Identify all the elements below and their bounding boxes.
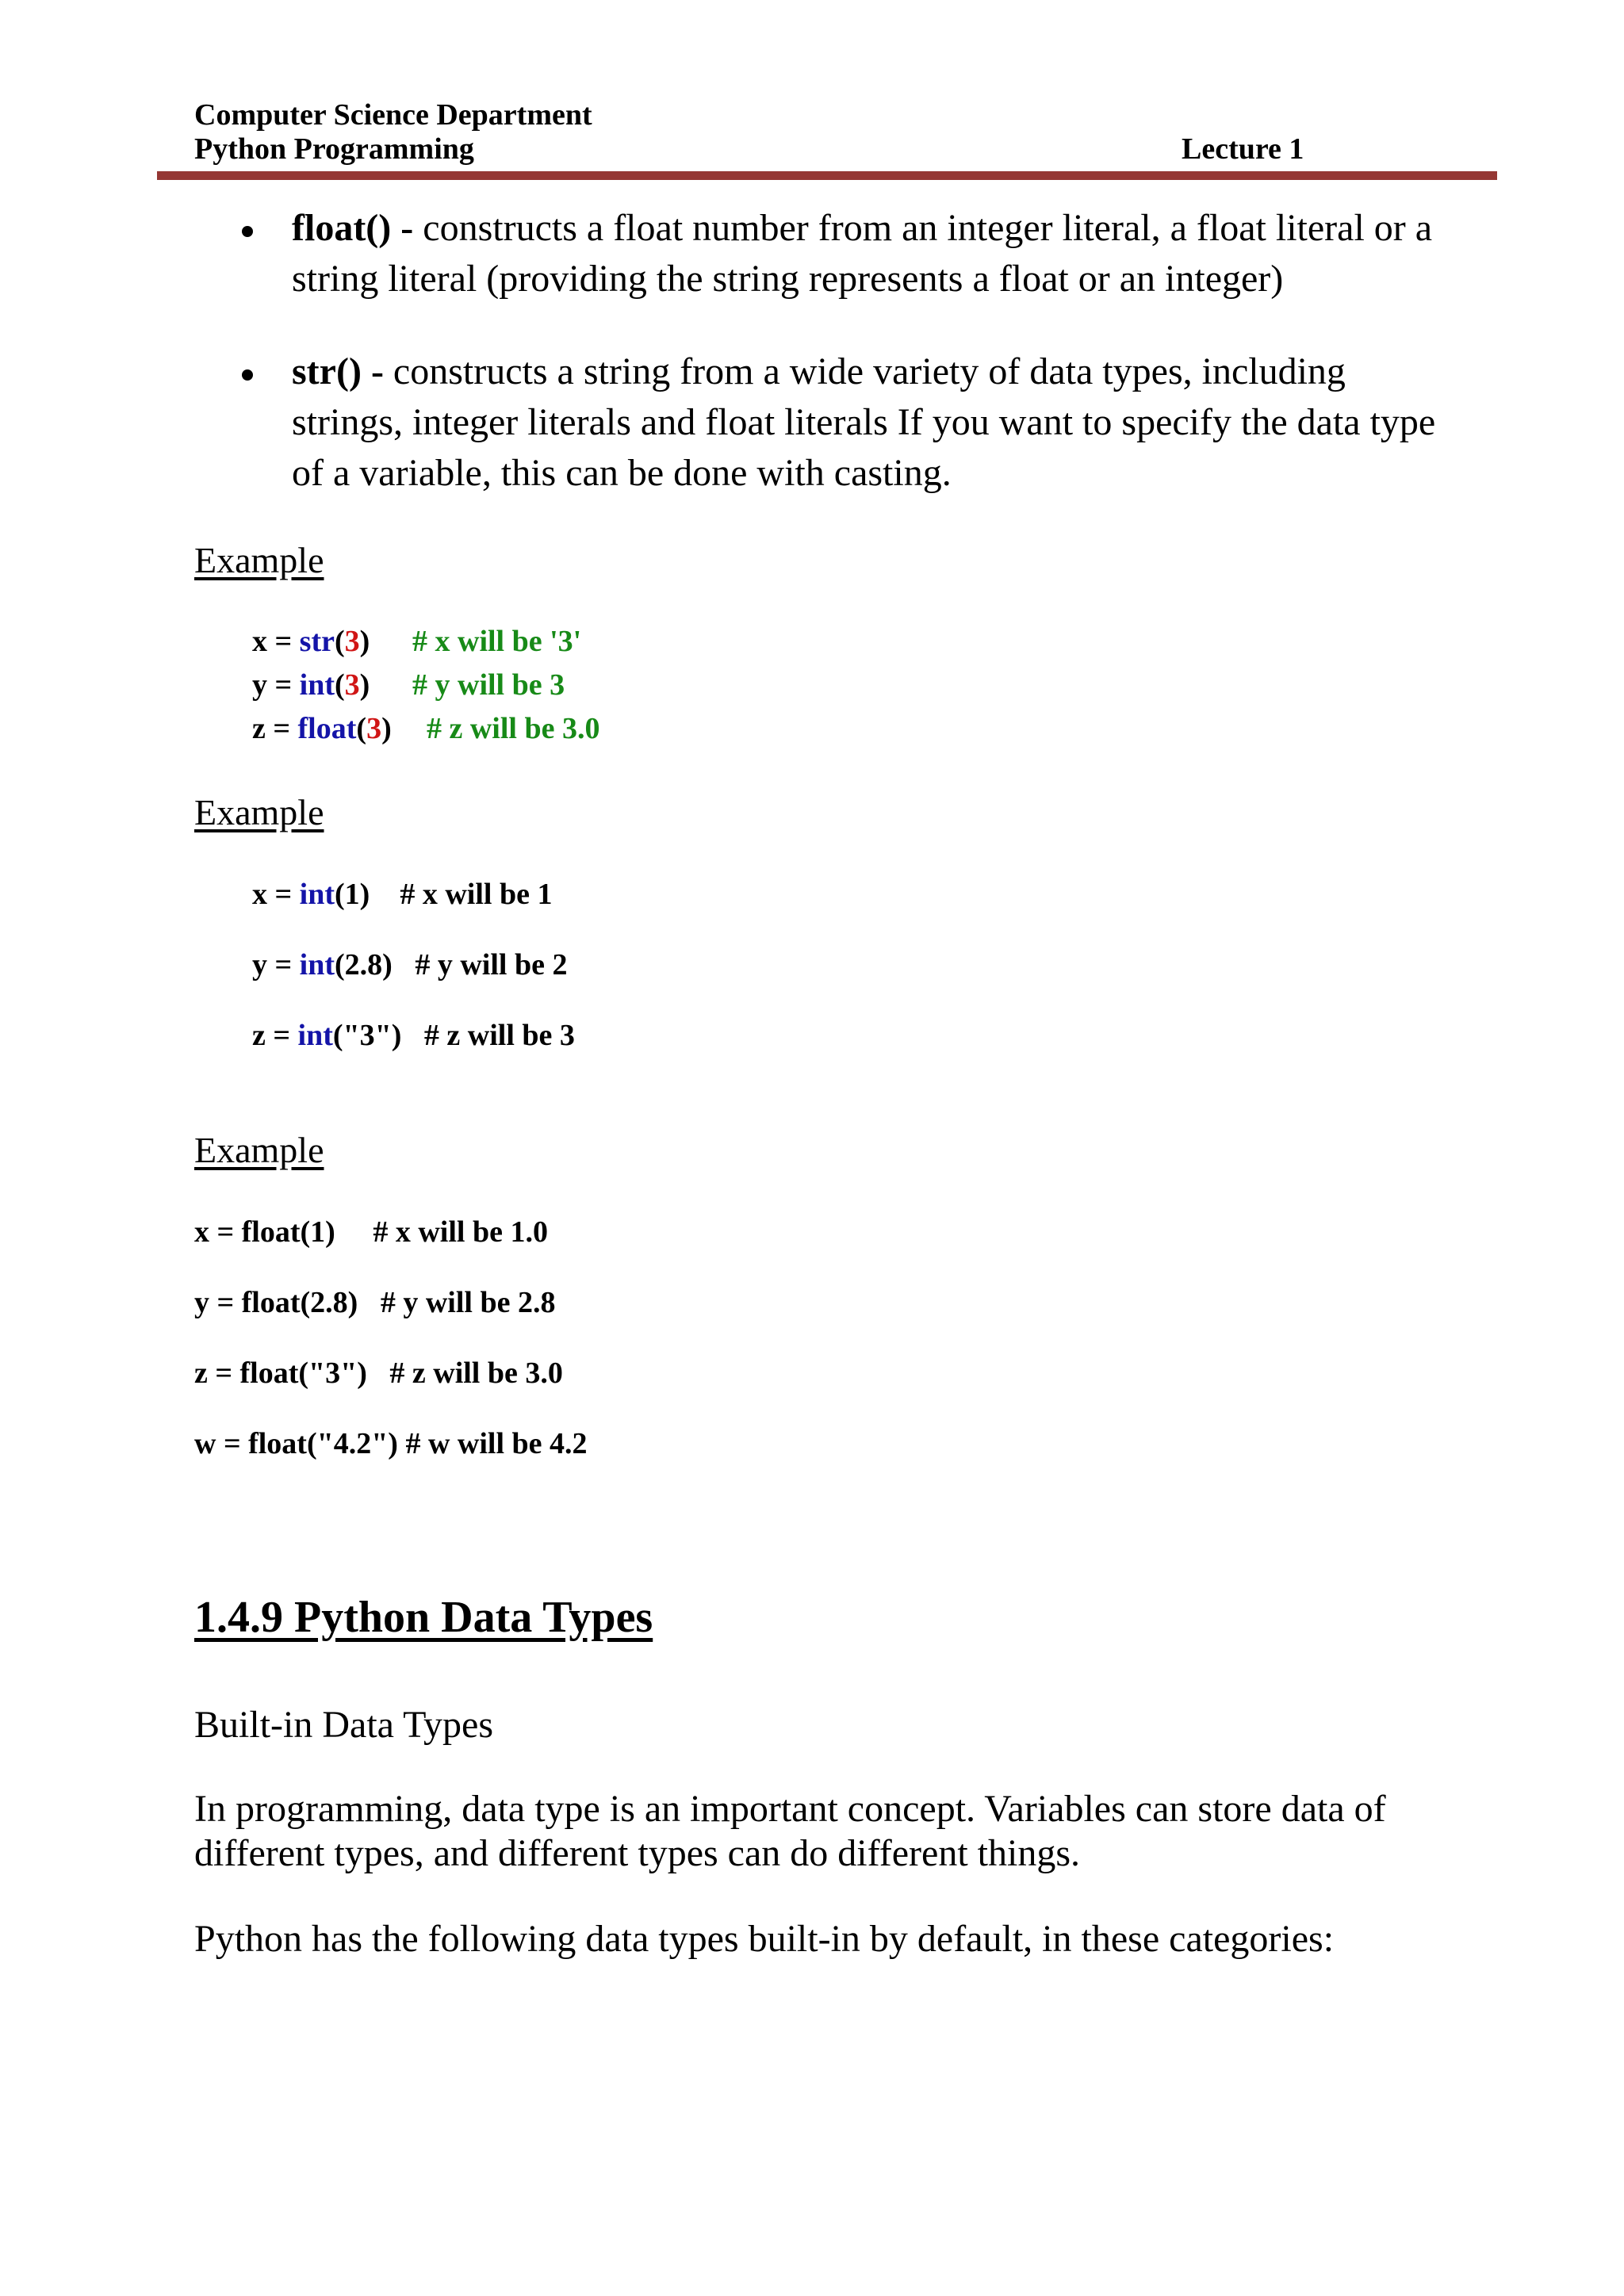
bullet-description: constructs a float number from an integer literal, a float literal or a string literal (providing the string represents a float or an integer)	[292, 207, 1433, 300]
code-line: z = float("3") # z will be 3.0	[194, 1357, 563, 1390]
example-title: Example	[194, 1130, 324, 1170]
paragraph: In programming, data type is an important concept. Variables can store data of different types, and different types can do different things.	[194, 1788, 1386, 1874]
code-line: x = str(3)	[252, 625, 370, 658]
bullet-description: constructs a string from a wide variety of data types, including strings, integer literals and float literals If you want to specify the data type of a variable, this can be done with casting.	[292, 350, 1436, 494]
code-line: w = float("4.2") # w will be 4.2	[194, 1427, 588, 1460]
code-line: x = float(1) # x will be 1.0	[194, 1215, 548, 1249]
header-department: Computer Science Department	[194, 98, 592, 132]
bullet-icon	[242, 369, 253, 381]
section-heading: 1.4.9 Python Data Types	[194, 1593, 653, 1642]
example-title: Example	[194, 792, 324, 832]
bullet-float	[292, 203, 1465, 304]
code-line: y = int(2.8) # y will be 2	[252, 948, 568, 982]
code-line: y = int(3)	[252, 668, 370, 702]
code-line: z = int("3") # z will be 3	[252, 1019, 575, 1052]
header-rule	[157, 171, 1497, 180]
bullet-icon	[242, 226, 253, 237]
bullet-term: float() -	[292, 207, 414, 249]
section-subheading: Built-in Data Types	[194, 1704, 494, 1746]
example-title: Example	[194, 540, 324, 580]
header-course: Python Programming	[194, 132, 474, 166]
paragraph: Python has the following data types built-in by default, in these categories:	[194, 1918, 1335, 1960]
bullet-str	[292, 346, 1465, 499]
code-line: x = int(1) # x will be 1	[252, 878, 553, 911]
code-comment: # z will be 3.0	[427, 712, 600, 745]
code-line: y = float(2.8) # y will be 2.8	[194, 1286, 556, 1319]
code-comment: # x will be '3'	[412, 625, 582, 658]
header-lecture: Lecture 1	[1182, 132, 1304, 166]
bullet-term: str() -	[292, 350, 384, 392]
code-line: z = float(3)	[252, 712, 392, 745]
code-comment: # y will be 3	[412, 668, 565, 702]
